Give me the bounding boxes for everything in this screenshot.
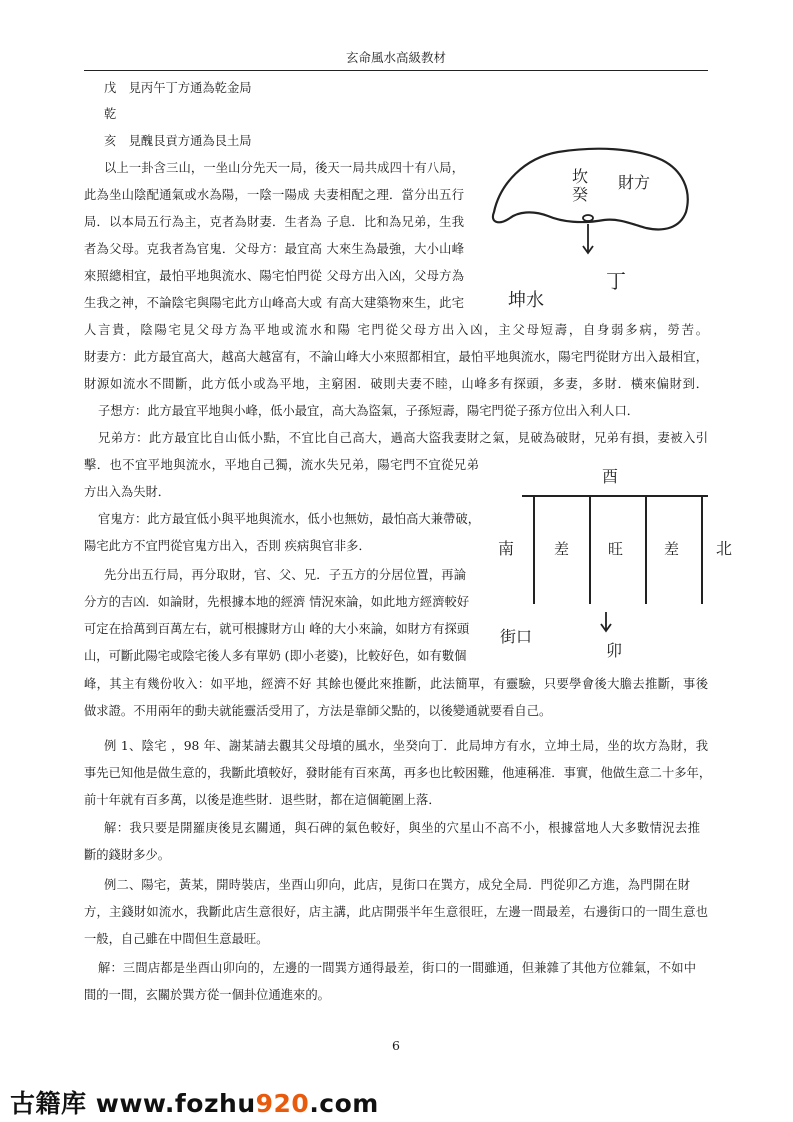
kan-label: 坎 — [572, 167, 589, 186]
text-line: 乾 — [104, 107, 117, 121]
text-line: 例二、陽宅，黃某，開時裝店，坐酉山卯向，此店，見街口在巽方，成兌全局．門從卯乙方進，為門開在財 — [104, 878, 690, 892]
text-line: 可定在拾萬到百萬左右，就可根據財方山 峰的大小來論，如財方有探頭 — [84, 622, 470, 636]
page-header-title: 玄命風水高級教材 — [345, 50, 446, 65]
text-line: 局．以本局五行為主，克者為財妻．生者為 子息．比和為兄弟，生我 — [84, 215, 464, 229]
text-line: 財妻方：此方最宜高大，越高大越富有，不論山峰大小來照都相宜，最怕平地與流水，陽宅門從財方出入最相宜， — [84, 350, 708, 364]
text-line: 者為父母。克我者為官鬼．父母方：最宜高 大來生為最強，大小山峰 — [84, 242, 464, 256]
text-line: 例 1、陰宅 ，98 年、謝某請去觀其父母墳的風水，坐癸向丁．此局坤方有水，立坤土局，坐的坎方為財，我 — [104, 739, 708, 753]
site-url-suffix: .com — [309, 1089, 379, 1118]
text-line: 兄弟方：此方最宜比自山低小點，不宜比自己高大，過高大盜我妻財之氣，見破為破財，兄弟有損，妻被入引 — [98, 431, 708, 445]
bei-label: 北 — [716, 539, 733, 558]
text-line: 此為坐山陰配通氣或水為陽，一陰一陽成 夫妻相配之理．當分出五行 — [84, 188, 464, 202]
text-line: 一般，自己雖在中間但生意最旺。 — [84, 932, 269, 946]
shops-diagram — [494, 452, 744, 664]
text-line: 峰，其主有幾份收入：如平地，經濟不好 其餘也優此來推斷，此法簡單，有靈驗，只要學會後大膽去推斷，事後 — [84, 677, 708, 691]
watermark-footer — [10, 1084, 379, 1120]
mountain-outline — [493, 149, 688, 230]
text-line: 亥 見醜艮貢方通為艮土局 — [104, 134, 252, 148]
text-line: 陽宅此方不宜門從官鬼方出入，否則 疾病與官非多． — [84, 539, 371, 553]
text-line: 戊 見丙午丁方通為乾金局 — [104, 81, 252, 95]
you-label: 酉 — [602, 467, 619, 486]
site-url-number: 920 — [255, 1089, 310, 1118]
shop-middle-label: 旺 — [608, 540, 624, 558]
mao-label: 卯 — [606, 641, 623, 660]
caifang-label: 財方 — [618, 173, 651, 192]
text-line: 以上一卦含三山，一坐山分先天一局，後天一局共成四十有八局， — [104, 161, 464, 175]
kunshui-label: 坤水 — [508, 290, 544, 311]
text-line: 先分出五行局，再分取財，官、父、兄．子五方的分居位置，再論 — [104, 568, 466, 582]
shop-right-label: 差 — [664, 540, 680, 558]
page-number: 6 — [392, 1038, 400, 1053]
nan-label: 南 — [498, 539, 515, 558]
text-line: 山，可斷此陽宅或陰宅後人多有單奶 (即小老婆)，比較好色，如有數個 — [84, 649, 467, 663]
ding-label: 丁 — [606, 269, 626, 293]
tomb-mark-icon — [583, 215, 593, 221]
shop-left-label: 差 — [554, 540, 570, 558]
jiekou-label: 街口 — [500, 627, 533, 646]
text-line: 解：我只要是開羅庚後見玄關通，與石碑的氣色較好，與坐的穴星山不高不小，根據當地人大多數情況去推 — [104, 821, 700, 835]
text-line: 前十年就有百多萬，以後是進些財．退些財，都在這個範圍上落． — [84, 793, 441, 807]
text-line: 人言貴，陰陽宅見父母方為平地或流水和陽 宅門從父母方出入凶，主父母短壽，自身弱多病，勞苦。 — [84, 323, 708, 337]
text-line: 做求證。不用兩年的動夫就能靈活受用了，方法是靠師父點的，以後變通就要看自己。 — [84, 704, 552, 718]
text-line: 官鬼方：此方最宜低小與平地與流水，低小也無妨，最怕高大兼帶破， — [98, 512, 480, 526]
text-line: 財源如流水不間斷，此方低小或為平地，主窮困．破則夫妻不睦，山峰多有探頭，多妻，多財．橫來偏財到． — [84, 377, 708, 391]
tomb-diagram — [486, 140, 701, 320]
text-line: 擊．也不宜平地與流水，平地自己獨，流水失兄弟，陽宅門不宜從兄弟 — [84, 458, 479, 472]
text-line: 方，主錢財如流水，我斷此店生意很好，店主講，此店開張半年生意很旺，左邊一間最差，右邊街口的一間生意也 — [84, 905, 708, 919]
site-name: 古籍库 — [10, 1089, 87, 1118]
header-divider — [84, 70, 708, 71]
text-line: 解：三間店都是坐酉山卯向的，左邊的一間巽方通得最差，街口的一間雖通，但兼雜了其他方位雜氣，不如中 — [98, 961, 696, 975]
text-line: 事先已知他是做生意的，我斷此墳較好，發財能有百來萬，再多也比較困難，他連稱准．事實，他做生意二十多年， — [84, 766, 712, 780]
text-line: 斷的錢財多少。 — [84, 848, 171, 862]
text-line: 間的一間，玄關於巽方從一個卦位通進來的。 — [84, 988, 330, 1002]
text-line: 生我之神，不論陰宅與陽宅此方山峰高大或 有高大建築物來生，此宅 — [84, 296, 464, 310]
text-line: 來照總相宜，最怕平地與流水、陽宅怕門從 父母方出入凶，父母方為 — [84, 269, 464, 283]
gui-label: 癸 — [572, 185, 589, 204]
site-url-prefix: www.fozhu — [95, 1089, 256, 1118]
text-line: 方出入為失財． — [84, 485, 171, 499]
text-line: 子想方：此方最宜平地與小峰，低小最宜，高大為盜氣，子孫短壽，陽宅門從子孫方位出入利人口． — [98, 404, 640, 418]
text-line: 分方的吉凶．如論財，先根據本地的經濟 情況來論，如此地方經濟較好 — [84, 595, 470, 609]
